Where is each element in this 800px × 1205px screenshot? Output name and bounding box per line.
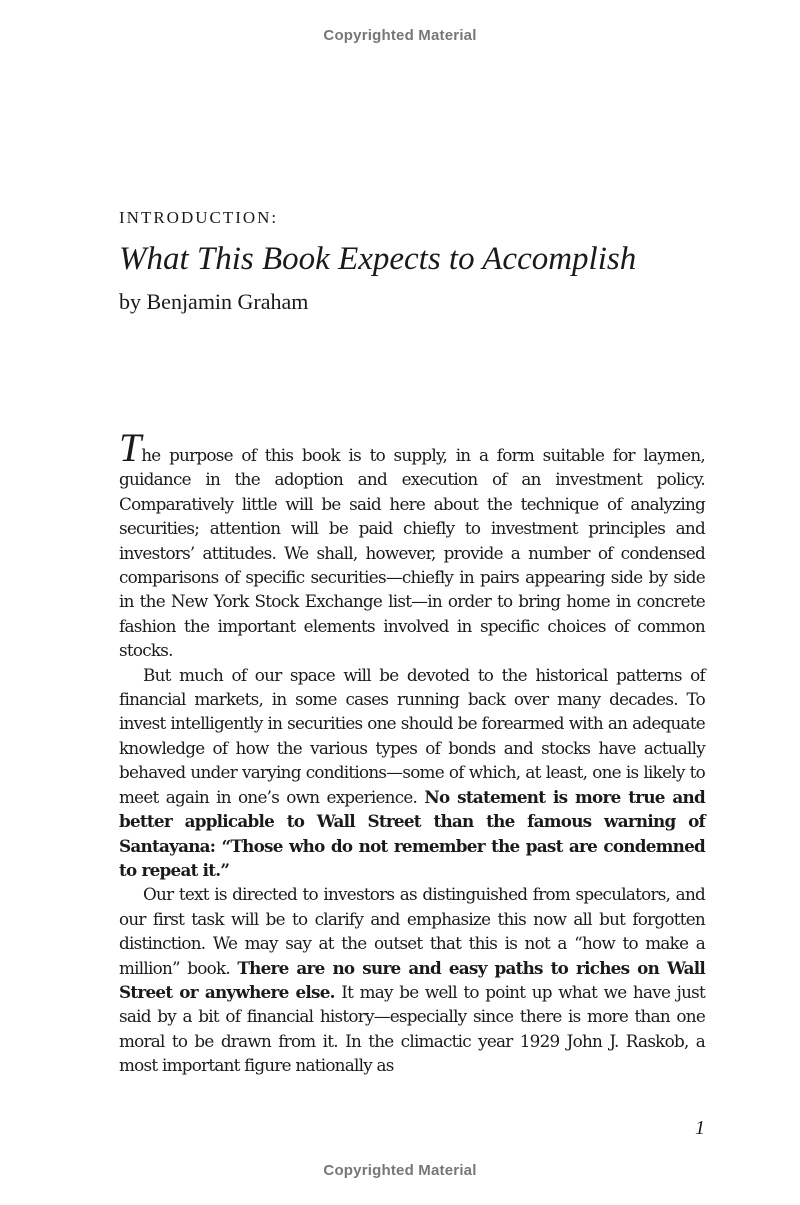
paragraph-2 [119,663,705,883]
paragraph-2-bold: No statement is more true and better applicable to Wall Street than the famous warning of Santayana: “Those who do not remember the past are condemned to repeat it.” [119,786,705,880]
paragraph-3-text-before: Our text is directed to investors as distinguished from speculators, and our first task will be to clarify and emphasize this now all but forgotten distinction. We may say at the outset that this is not a “how to make a million” book. [119,884,705,978]
paragraph-1-text: he purpose of this book is to supply, in a form suitable for laymen, guidance in the adoption and execution of an investment policy. Comparatively little will be said here about the technique of analyzing securities; attention will be paid chiefly to investment principles and investors’ attitudes. We shall, however, provide a number of condensed comparisons of specific securities—chiefly in pairs appearing side by side in the New York Stock Exchange list—in order to bring home in concrete fashion the important elements involved in specific choices of common stocks. [119,445,705,661]
paragraph-3 [119,882,705,1077]
paragraph-3-bold: There are no sure and easy paths to riches on Wall Street or anywhere else. [119,957,705,1002]
paragraph-2-text: But much of our space will be devoted to the historical patterns of financial markets, in some cases running back over many decades. To invest intelligently in securities one should be forearmed with an adequate knowledge of how the various types of bonds and stocks have actually behaved under varying conditions—some of which, at least, one is likely to meet again in one’s own experience. [119,664,705,807]
chapter-title: What This Book Expects to Accomplish [119,241,637,277]
paragraph-3-text-after: It may be well to point up what we have just said by a bit of financial history—especially since there is more than one moral to be drawn from it. In the climactic year 1929 John J. Raskob, a most important figure nationally as [119,981,705,1076]
body-text [119,425,705,1078]
chapter-kicker: INTRODUCTION: [119,208,279,227]
paragraph-1 [119,425,705,663]
page-number: 1 [695,1117,705,1139]
copyright-watermark-top: Copyrighted Material [323,27,477,44]
drop-cap: T [119,425,142,470]
chapter-byline: by Benjamin Graham [119,289,309,314]
copyright-watermark-bottom: Copyrighted Material [323,1162,477,1179]
